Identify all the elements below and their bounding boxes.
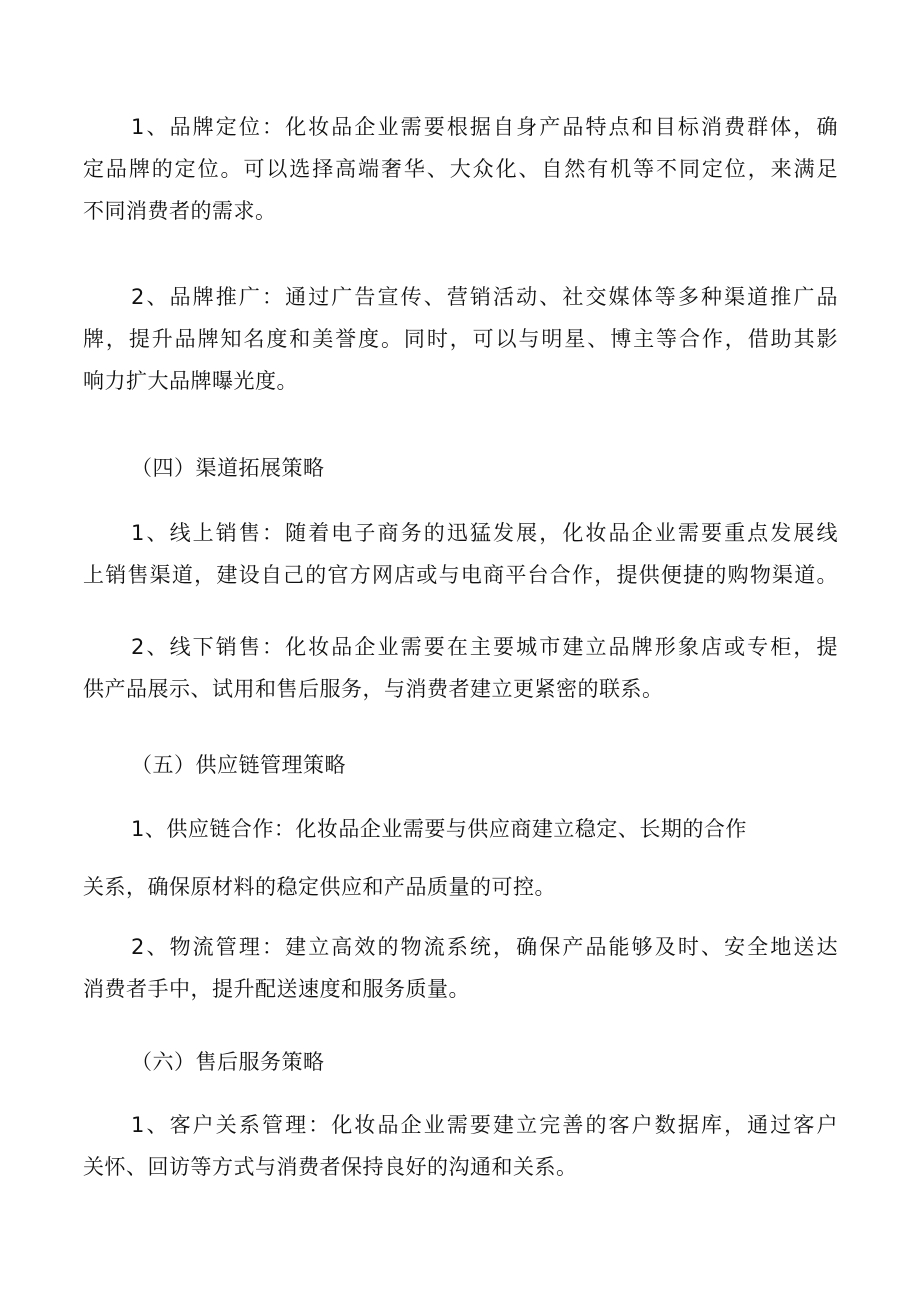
text-line: 牌，提升品牌知名度和美誉度。同时，可以与明星、博主等合作，借助其影 <box>83 327 838 351</box>
text-line: 定品牌的定位。可以选择高端奢华、大众化、自然有机等不同定位，来满足 <box>83 157 838 181</box>
text-line: 2、线下销售：化妆品企业需要在主要城市建立品牌形象店或专柜，提 <box>131 635 838 659</box>
text-line: 1、供应链合作：化妆品企业需要与供应商建立稳定、长期的合作 <box>131 817 747 841</box>
text-line: 关系，确保原材料的稳定供应和产品质量的可控。 <box>83 875 556 899</box>
text-line: 供产品展示、试用和售后服务，与消费者建立更紧密的联系。 <box>83 677 664 701</box>
paragraph-supply-chain-cooperation-continued <box>83 866 838 908</box>
section-heading-supply-chain: （五）供应链管理策略 <box>131 753 346 777</box>
paragraph-customer-relationship <box>83 1104 838 1188</box>
text-line: 2、品牌推广：通过广告宣传、营销活动、社交媒体等多种渠道推广品 <box>131 285 838 309</box>
paragraph-supply-chain-cooperation <box>83 808 838 850</box>
text-line: 消费者手中，提升配送速度和服务质量。 <box>83 977 470 1001</box>
text-line: 关怀、回访等方式与消费者保持良好的沟通和关系。 <box>83 1155 578 1179</box>
paragraph-brand-promotion <box>83 276 838 402</box>
text-line: 响力扩大品牌曝光度。 <box>83 369 298 393</box>
text-line: 1、线上销售：随着电子商务的迅猛发展，化妆品企业需要重点发展线 <box>131 521 838 545</box>
text-line: 不同消费者的需求。 <box>83 199 277 223</box>
paragraph-offline-sales <box>83 626 838 710</box>
paragraph-brand-positioning <box>83 106 838 232</box>
section-heading-channel-expansion: （四）渠道拓展策略 <box>131 456 325 480</box>
section-heading-after-sales: （六）售后服务策略 <box>131 1050 325 1074</box>
text-line: 1、客户关系管理：化妆品企业需要建立完善的客户数据库，通过客户 <box>131 1113 838 1137</box>
text-line: 上销售渠道，建设自己的官方网店或与电商平台合作，提供便捷的购物渠道。 <box>83 563 838 587</box>
paragraph-logistics-management <box>83 926 838 1010</box>
text-line: 1、品牌定位：化妆品企业需要根据自身产品特点和目标消费群体，确 <box>131 115 838 139</box>
paragraph-online-sales <box>83 512 838 596</box>
text-line: 2、物流管理：建立高效的物流系统，确保产品能够及时、安全地送达 <box>131 935 838 959</box>
